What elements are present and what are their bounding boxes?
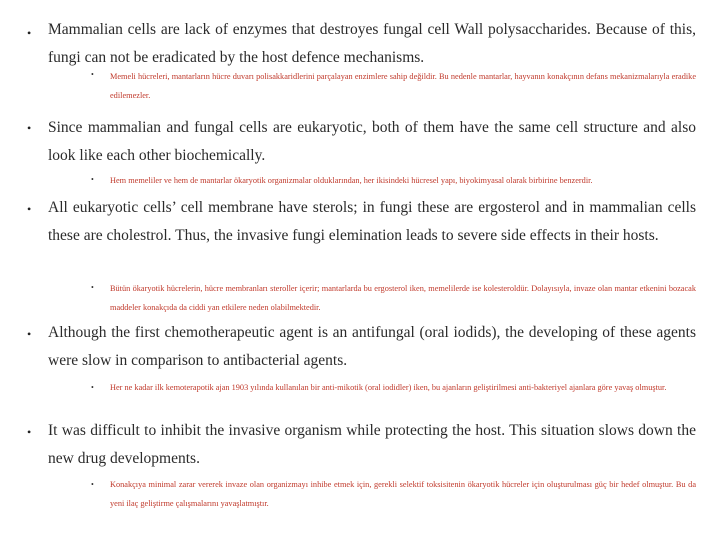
- bullet-text-en: Mammalian cells are lack of enzymes that destroyes fungal cell Wall polysaccharides. Because of this, fungi can not be eradicated by the host defence mechanisms.: [48, 21, 696, 66]
- bullet-text-tr: Hem memeliler ve hem de mantarlar ökaryotik organizmalar olduklarından, her ikisindeki hücresel yapı, biyokimyasal olarak birbirine benzerdir.: [110, 176, 593, 185]
- bullet-text-en: All eukaryotic cells’ cell membrane have sterols; in fungi these are ergosterol and in mammalian cells these are cholestrol. Thus, the invasive fungi elemination leads to severe side effects in their hosts.: [48, 199, 696, 244]
- bullet-text-en: Although the first chemotherapeutic agent is an antifungal (oral iodids), the developing of these agents were slow in comparison to antibacterial agents.: [48, 324, 696, 369]
- bullet-text-tr: Memeli hücreleri, mantarların hücre duvarı polisakkaridlerini parçalayan enzimlere sahip değildir. Bu nedenle mantarlar, hayvanın konakçının defans mekanizmalarıyla eradike edilemezler.: [110, 72, 696, 100]
- bullet-text-tr: Her ne kadar ilk kemoterapotik ajan 1903 yılında kullanılan bir anti-mikotik (oral iodidler) iken, bu ajanların geliştirilmesi anti-bakteriyel ajanlara göre yavaş olmuştur.: [110, 383, 667, 392]
- sub-bullet-marker: •: [91, 383, 94, 392]
- bullet-text-en: It was difficult to inhibit the invasive organism while protecting the host. This situation slows down the new drug developments.: [48, 422, 696, 467]
- bullet-text-tr: Bütün ökaryotik hücrelerin, hücre membranları steroller içerir; mantarlarda bu ergosterol iken, memelilerde ise kolesteroldür. Dolayısıyla, invaze olan mantar etkenini bozacak maddeler konakçıda da ciddi yan etkilere neden olabilmektedir.: [110, 284, 696, 312]
- sub-bullet-marker: •: [91, 283, 94, 292]
- bullet-marker: •: [27, 202, 32, 216]
- sub-bullet-marker: •: [91, 175, 94, 184]
- bullet-marker: •: [27, 121, 32, 135]
- sub-bullet-marker: •: [91, 480, 94, 489]
- bullet-marker: •: [27, 327, 32, 341]
- bullet-text-tr: Konakçıya minimal zarar vererek invaze olan organizmayı inhibe etmek için, gerekli selektif toksisitenin ökaryotik hücreler için oluşturulması güç bir hedef olmuştur. Bu da yeni ilaç geliştirme çalışmalarını yavaşlatmıştır.: [110, 480, 696, 508]
- sub-bullet-marker: •: [91, 70, 94, 79]
- bullet-marker: •: [27, 26, 32, 40]
- bullet-text-en: Since mammalian and fungal cells are eukaryotic, both of them have the same cell structure and also look like each other biochemically.: [48, 119, 696, 164]
- bullet-marker: •: [27, 425, 32, 439]
